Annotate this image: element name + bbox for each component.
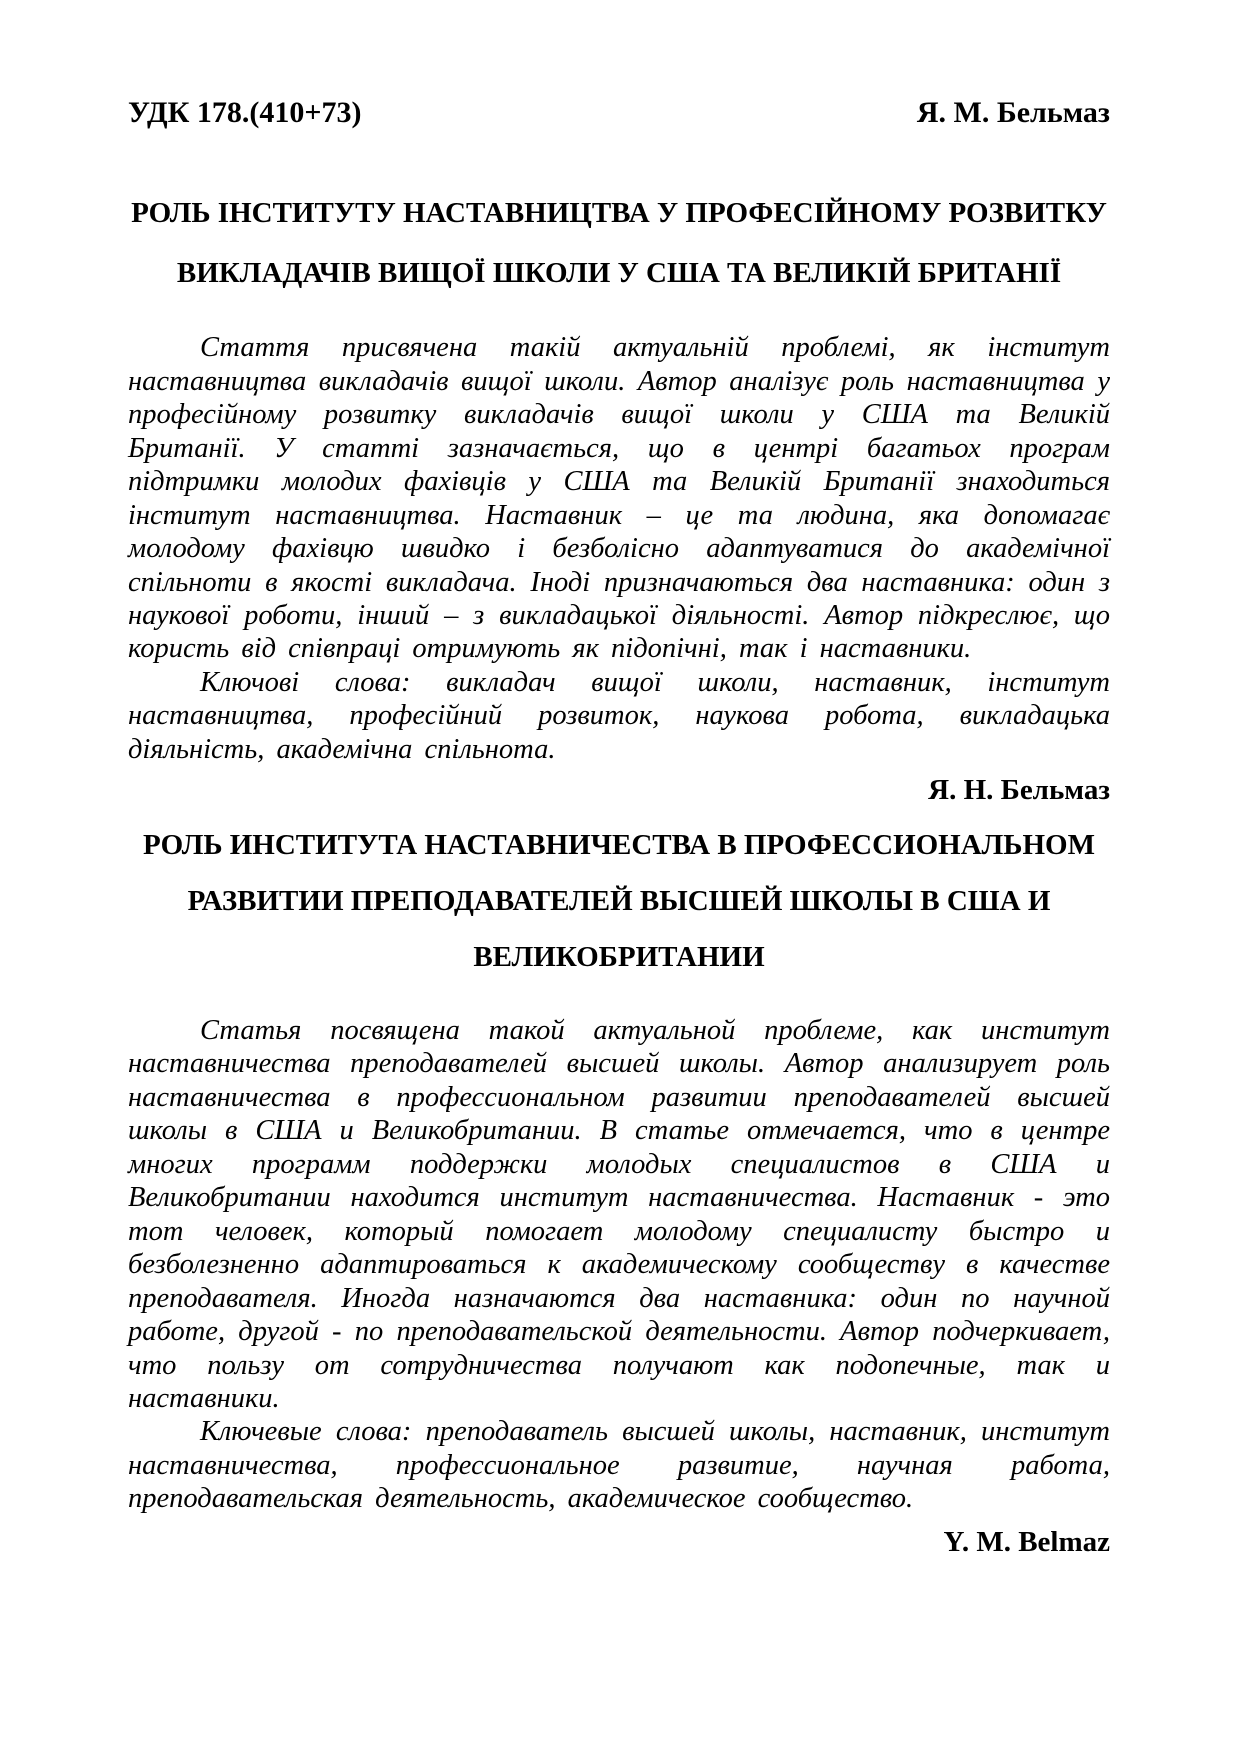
author-name-english: Y. M. Belmaz [943,1525,1110,1558]
abstract-ukrainian: Стаття присвячена такій актуальній проблемі, як інститут наставництва викладачів вищої школи. Автор аналізує роль наставництва у професійному розвитку викладачів вищої школи у США та Великій Британії. У статті зазначається, що в центрі багатьох програм підтримки молодих фахівців у США та Великій Британії знаходиться інститут наставництва. Наставник – це та людина, яка допомагає молодому фахівцю швидко і безболісно адаптуватися до академічної спільноти в якості викладача. Іноді призначаються два наставника: один з наукової роботи, інший – з викладацької діяльності. Автор підкреслює, що користь від співпраці отримують як підопічні, так і наставники. [128,332,1110,665]
title-russian [128,818,1110,986]
title-line: ВИКЛАДАЧІВ ВИЩОЇ ШКОЛИ У США ТА ВЕЛИКІЙ БРИТАНІЇ [176,256,1062,289]
title-line: РОЛЬ ИНСТИТУТА НАСТАВНИЧЕСТВА В ПРОФЕССИОНАЛЬНОМ [143,828,1095,861]
abstract-russian: Статья посвящена такой актуальной проблеме, как институт наставничества преподавателей высшей школы. Автор анализирует роль наставничества в профессиональном развитии преподавателей высшей школы в США и Великобритании. В статье отмечается, что в центре многих программ поддержки молодых специалистов в США и Великобритании находится институт наставничества. Наставник - это тот человек, который помогает молодому специалисту быстро и безболезненно адаптироваться к академическому сообществу в качестве преподавателя. Иногда назначаются два наставника: один по научной работе, другой - по преподавательской деятельности. Автор подчеркивает, что пользу от сотрудничества получают как подопечные, так и наставники. [128,1014,1110,1414]
author-name-ukrainian: Я. М. Бельмаз [916,96,1110,129]
keywords-ukrainian: Ключові слова: викладач вищої школи, наставник, інститут наставництва, професійний розвиток, наукова робота, викладацька діяльність, академічна спільнота. [128,666,1110,765]
title-line: РАЗВИТИИ ПРЕПОДАВАТЕЛЕЙ ВЫСШЕЙ ШКОЛЫ В США И [187,884,1051,917]
author-name-russian: Я. Н. Бельмаз [928,774,1110,807]
document-header [128,96,1110,131]
title-line: ВЕЛИКОБРИТАНИИ [473,940,765,973]
udc-code: УДК 178.(410+73) [128,96,362,129]
keywords-russian: Ключевые слова: преподаватель высшей школы, наставник, институт наставничества, профессиональное развитие, научная работа, преподавательская деятельность, академическое сообщество. [128,1416,1110,1515]
title-ukrainian [128,183,1110,304]
title-line: РОЛЬ ІНСТИТУТУ НАСТАВНИЦТВА У ПРОФЕСІЙНОМУ РОЗВИТКУ [131,196,1107,229]
